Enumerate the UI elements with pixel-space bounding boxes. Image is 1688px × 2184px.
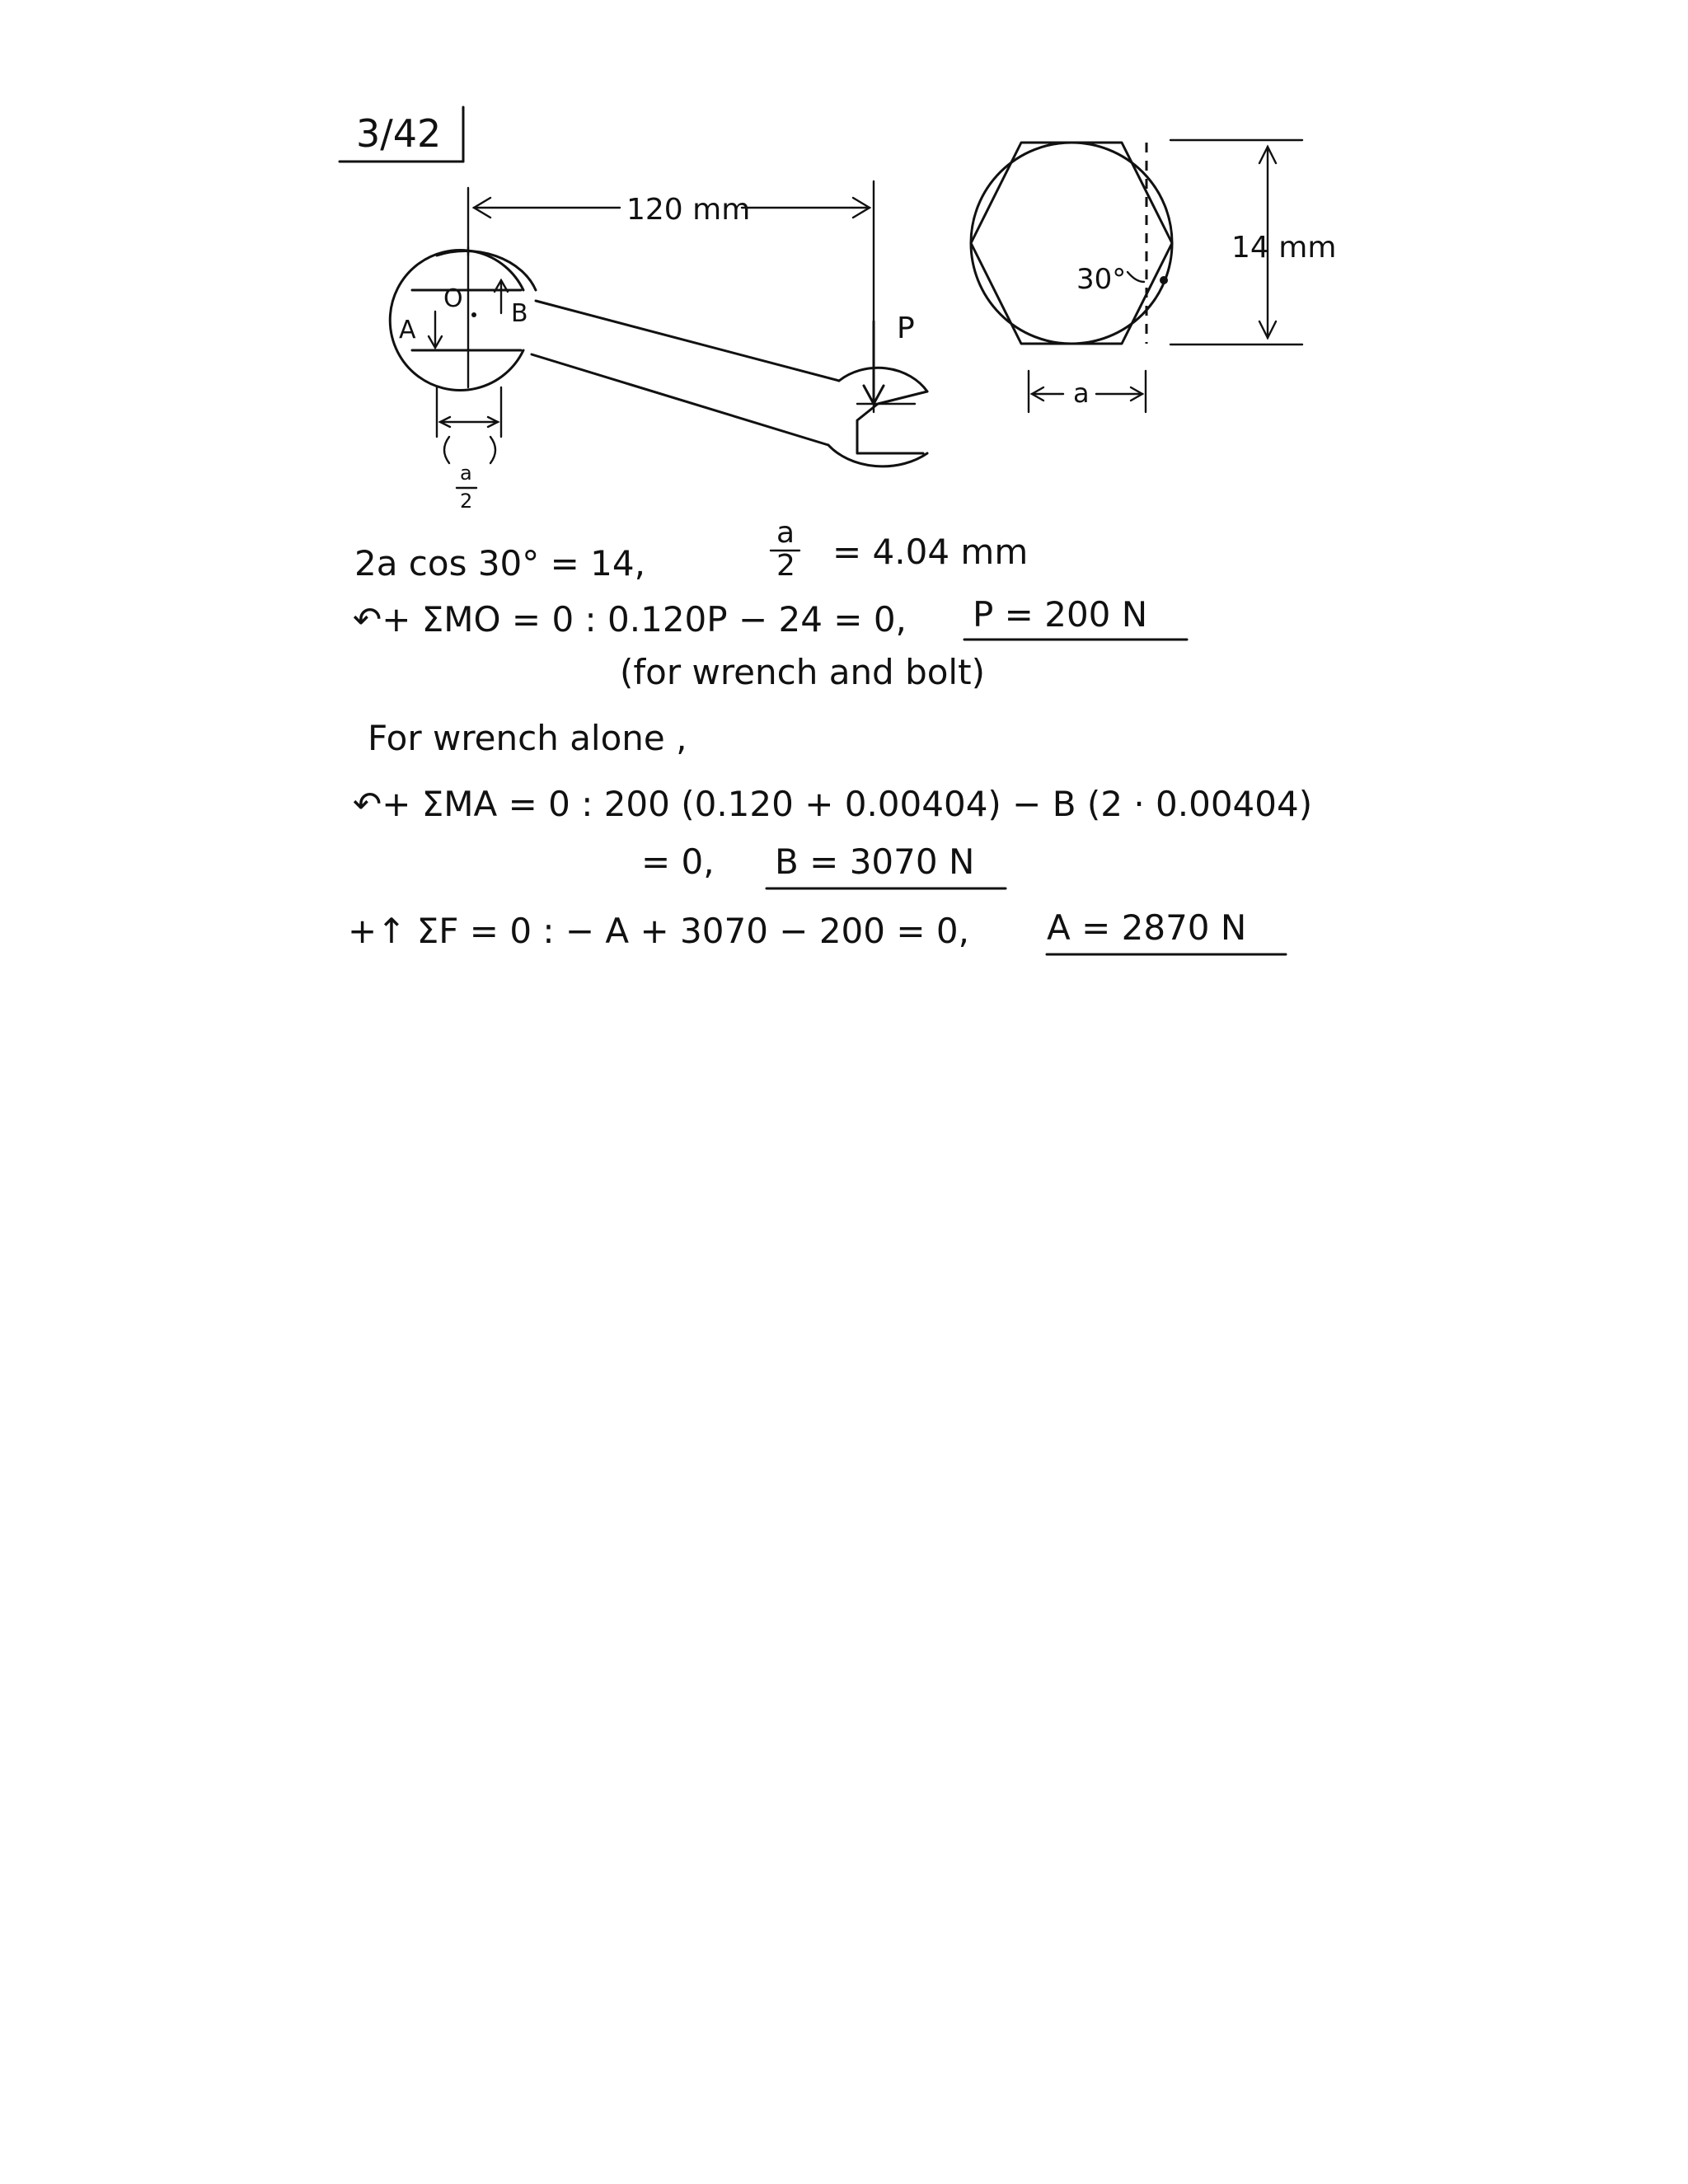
geometry-fraction-top: a bbox=[776, 516, 795, 550]
geometry-fraction-bottom: 2 bbox=[776, 549, 795, 583]
moment-o-equation: ↶+ ΣMO = 0 : 0.120P − 24 = 0, bbox=[353, 599, 907, 640]
point-b-label: B bbox=[511, 299, 528, 328]
half-width-2: 2 bbox=[460, 490, 473, 513]
force-sum-equation: +↑ ΣF = 0 : − A + 3070 − 200 = 0, bbox=[348, 911, 969, 951]
moment-a-continuation: = 0, bbox=[641, 841, 715, 882]
hex-side-label: a bbox=[1073, 377, 1090, 409]
equations-block bbox=[348, 516, 1312, 954]
moment-a-result: B = 3070 N bbox=[775, 841, 975, 882]
moment-a-equation: ↶+ ΣMA = 0 : 200 (0.120 + 0.00404) − B (2 · 0.00404) bbox=[353, 784, 1313, 824]
point-o-label: O bbox=[443, 284, 463, 313]
geometry-result: = 4.04 mm bbox=[832, 532, 1029, 572]
problem-number-box bbox=[340, 107, 463, 162]
wrench-handle-bottom bbox=[532, 354, 828, 445]
note-wrench-and-bolt: (for wrench and bolt) bbox=[620, 652, 985, 692]
moment-o-result: P = 200 N bbox=[973, 594, 1148, 635]
bolt-circle bbox=[971, 143, 1172, 344]
hex-angle-label: 30° bbox=[1076, 263, 1127, 296]
force-sum-result: A = 2870 N bbox=[1047, 907, 1247, 948]
force-p-label: P bbox=[897, 312, 915, 345]
problem-number: 3/42 bbox=[356, 111, 442, 156]
wrench-figure bbox=[390, 181, 927, 513]
length-label: 120 mm bbox=[626, 193, 751, 227]
geometry-equation: 2a cos 30° = 14, bbox=[354, 543, 645, 583]
half-width-a: a bbox=[460, 462, 472, 485]
wrench-alone-heading: For wrench alone , bbox=[368, 718, 687, 758]
across-flats-label: 14 mm bbox=[1231, 231, 1337, 265]
hex-bolt-figure bbox=[971, 140, 1336, 412]
point-a-label: A bbox=[399, 316, 416, 344]
